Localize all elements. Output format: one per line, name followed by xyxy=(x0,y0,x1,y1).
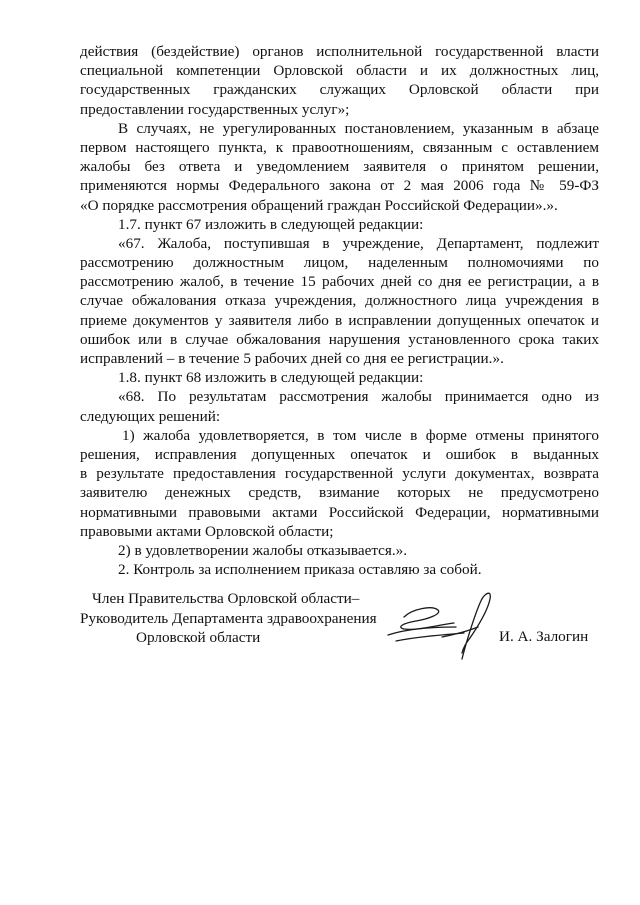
text-line: исправлений – в течение 5 рабочих дней со дня ее регистрации.». xyxy=(80,350,504,367)
text-line: 1.7. пункт 67 изложить в следующей редакции: xyxy=(118,215,424,233)
text-line: «68. По результатам рассмотрения жалобы принимается одно из xyxy=(118,388,599,406)
text-line: государственных гражданских служащих Орловской области при xyxy=(80,81,599,99)
text-line: жалобы без ответа и уведомлением заявителя о принятом решении, xyxy=(80,158,599,176)
text-line: рассмотрению жалоб, в течение 15 рабочих дней со дня ее регистрации, а в xyxy=(80,273,599,291)
text-line: действия (бездействие) органов исполнительной государственной власти xyxy=(80,43,599,60)
text-line: 1.8. пункт 68 изложить в следующей редакции: xyxy=(118,369,424,387)
signatory-line: Член Правительства Орловской области– xyxy=(92,590,360,607)
text-line: случае обжалования отказа учреждения, должностного лица учреждения в xyxy=(80,292,599,310)
text-line: следующих решений: xyxy=(80,407,221,425)
text-line: в результате предоставления государственной услуги документах, возврата xyxy=(80,465,599,483)
signatory-line: Орловской области xyxy=(136,629,261,647)
text-line: заявителю денежных средств, взимание которых не предусмотрено xyxy=(80,484,599,502)
text-line: 2. Контроль за исполнением приказа оставляю за собой. xyxy=(118,561,482,579)
text-line: В случаях, не урегулированных постановлением, указанным в абзаце xyxy=(118,119,599,137)
text-line: правовыми актами Орловской области; xyxy=(80,522,334,540)
text-line: рассмотрению должностным лицом, наделенным полномочиями по xyxy=(80,254,599,272)
text-line: «О порядке рассмотрения обращений граждан Российской Федерации».». xyxy=(80,196,558,214)
text-line: первом настоящего пункта, к правоотношениям, связанным с оставлением xyxy=(80,138,599,156)
text-line: 2) в удовлетворении жалобы отказывается.». xyxy=(118,541,408,559)
text-line: специальной компетенции Орловской области и их должностных лиц, xyxy=(80,62,599,80)
document-body xyxy=(80,42,599,579)
signatory-title xyxy=(80,589,377,648)
text-line: 1) жалоба удовлетворяется, в том числе в форме отмены принятого xyxy=(122,426,599,444)
handwritten-signature xyxy=(382,583,494,665)
text-line: предоставлении государственных услуг»; xyxy=(80,100,350,118)
text-line: нормативными правовыми актами Российской Федерации, нормативными xyxy=(80,503,599,521)
text-line: ошибок или в случае обжалования нарушения установленного срока таких xyxy=(80,330,599,348)
text-line: решения, исправления допущенных опечаток и ошибок в выданных xyxy=(80,445,599,463)
text-line: приеме документов у заявителя либо в исправлении допущенных опечаток и xyxy=(80,311,599,329)
signatory-line: Руководитель Департамента здравоохранения xyxy=(80,609,377,627)
signatory-name: И. А. Залогин xyxy=(499,628,589,645)
text-line: «67. Жалоба, поступившая в учреждение, Департамент, подлежит xyxy=(118,234,599,252)
text-line: применяются нормы Федерального закона от 2 мая 2006 года № 59-ФЗ xyxy=(80,177,599,195)
